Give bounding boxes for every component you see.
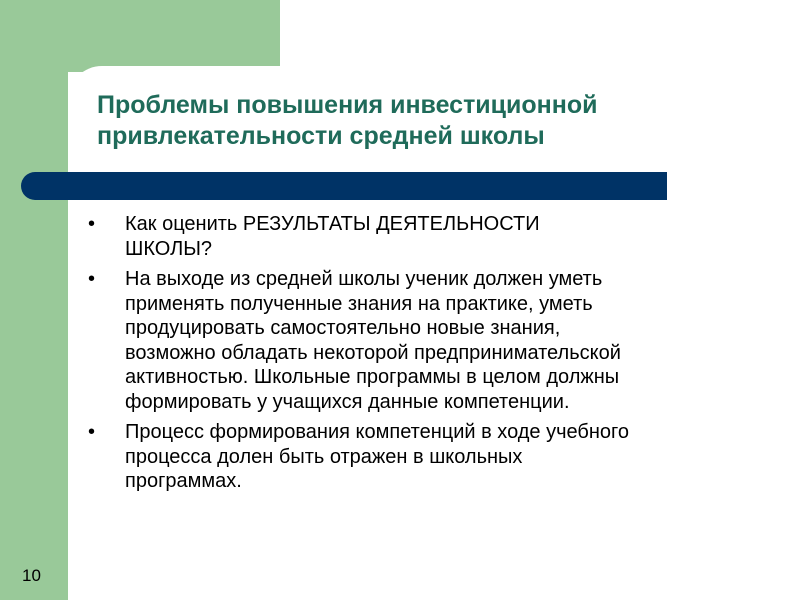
bullet-text-line: применять полученные знания на практике, уметь	[125, 292, 593, 315]
bullet-list	[88, 212, 758, 500]
bullet-icon: •	[88, 268, 96, 290]
bullet-text	[125, 268, 621, 413]
bullet-item	[88, 212, 758, 261]
slide-number: 10	[22, 566, 41, 585]
bullet-text-line: ШКОЛЫ?	[125, 237, 213, 260]
bullet-text-line: возможно обладать некоторой предпринимательской	[125, 341, 621, 364]
bullet-icon: •	[88, 421, 96, 443]
bullet-item	[88, 267, 758, 414]
bullet-text-line: На выходе из средней школы ученик должен уметь	[125, 268, 603, 290]
bullet-text	[125, 421, 629, 492]
slide-title-line: привлекательности средней школы	[97, 122, 545, 150]
slide-title-line: Проблемы повышения инвестиционной	[97, 91, 598, 119]
bullet-item	[88, 420, 758, 494]
green-background-left	[0, 0, 68, 600]
title-divider-bar	[21, 172, 667, 200]
bullet-text-line: Процесс формирования компетенций в ходе учебного	[125, 421, 630, 443]
bullet-text-line: продуцировать самостоятельно новые знания,	[125, 317, 561, 339]
bullet-text-line: процесса долен быть отражен в школьных	[125, 445, 523, 468]
bullet-text	[125, 213, 540, 260]
bullet-text-line: программах.	[125, 470, 242, 492]
bullet-text-line: формировать у учащихся данные компетенции.	[125, 390, 570, 413]
bullet-icon: •	[88, 213, 96, 235]
bullet-text-line: активностью. Школьные программы в целом должны	[125, 366, 620, 388]
slide-title	[97, 90, 757, 152]
bullet-text-line: Как оценить РЕЗУЛЬТАТЫ ДЕЯТЕЛЬНОСТИ	[125, 213, 540, 235]
